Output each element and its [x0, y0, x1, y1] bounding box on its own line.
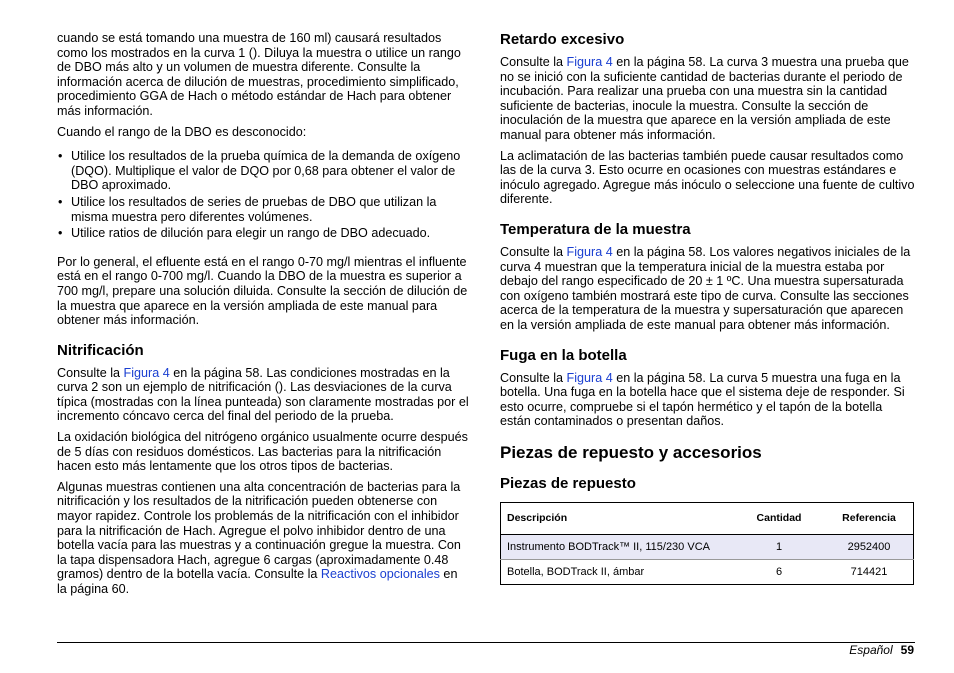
footer-divider — [57, 642, 915, 643]
list-item: • Utilice ratios de dilución para elegir un rango de DBO adecuado. — [57, 226, 469, 241]
right-column — [500, 31, 915, 585]
text: en la página 58. Las condiciones mostradas en la curva 2 son un ejemplo de nitrificación (). Las desviaciones de la curva típica (mostradas con la línea punteada) son claramente mostradas por el incremento cóncavo cerca del final del periodo de la prueba. — [57, 365, 469, 424]
parts-table — [500, 502, 914, 585]
bullet-list — [57, 149, 469, 241]
paragraph — [57, 480, 469, 597]
table-cell: 6 — [775, 565, 783, 578]
text: Consulte la — [57, 365, 124, 380]
table-cell: Botella, BODTrack II, ámbar — [507, 565, 645, 578]
subsection-heading-piezas: Piezas de repuesto — [500, 474, 636, 492]
list-item: • Utilice los resultados de series de pruebas de DBO que utilizan la misma muestra pero diferentes volúmenes. — [57, 195, 469, 224]
paragraph: La aclimatación de las bacterias también puede causar resultados como las de la curva 3. Esto ocurre en ocasiones con muestras estándares e inóculo agregado. Agregue más inóculo o seleccione una fuente de cultivo diferente. — [500, 148, 915, 207]
page-footer — [849, 643, 914, 657]
text: en la página 58. La curva 5 muestra una fuga en la botella. Una fuga en la botella hace que el sistema deje de responder. Si esto ocurre, compruebe si el tapón hermético y el tapón de la botella están contaminados o presentan daños. — [500, 370, 905, 429]
paragraph: Por lo general, el efluente está en el rango 0-70 mg/l mientras el influente está en el rango 0-700 mg/l. Cuando la DBO de la muestra es superior a 700 mg/l, prepare una solución diluida. Consulte la sección de dilución de la muestra que aparece en la versión ampliada de este manual para obtener más información. — [57, 254, 468, 328]
paragraph — [500, 55, 915, 143]
left-column — [57, 31, 469, 603]
table-cell: 714421 — [850, 565, 888, 578]
table-header-row — [501, 502, 914, 534]
table-row — [501, 559, 914, 584]
paragraph: Cuando el rango de la DBO es desconocido: — [57, 124, 307, 139]
table-header: Descripción — [507, 512, 568, 525]
section-heading-retardo: Retardo excesivo — [500, 31, 625, 48]
reactivos-link[interactable]: Reactivos opcionales — [320, 567, 440, 582]
text: en la página 60. — [57, 567, 458, 596]
table-cell: 2952400 — [825, 534, 914, 559]
text: en la página 58. La curva 3 muestra una prueba que no se inició con la suficiente cantidad de bacterias durante el periodo de incubación. Para realizar una prueba con una muestra sin la cantidad suficiente de bacterias, inocule la muestra. Consulte la sección de inoculación de la muestra que aparece en la versión ampliada de este manual para obtener más información. — [500, 55, 909, 142]
text: Consulte la — [500, 55, 567, 69]
section-heading-fuga: Fuga en la botella — [500, 346, 627, 364]
paragraph — [500, 245, 915, 333]
table-cell: Instrumento BODTrack™ II, 115/230 VCA — [501, 534, 734, 559]
text: Consulte la — [500, 244, 567, 259]
table-header: Referencia — [842, 512, 896, 525]
section-heading-temperatura: Temperatura de la muestra — [500, 220, 691, 238]
page-number: 59 — [900, 643, 914, 657]
paragraph — [57, 366, 469, 424]
table-header: Cantidad — [756, 512, 802, 525]
text: en la página 58. Los valores negativos iniciales de la curva 4 muestran que la temperatura inicial de la muestra estaba por debajo del rango especificado de 20 ± 1 ºC. Una muestra supersaturada con oxígeno también mostrará este tipo de curva. Consulte las secciones acerca de la temperatura de la muestra y supersaturación que aparecen en la versión ampliada de este manual para obtener más información. — [500, 244, 911, 332]
footer-language: Español — [849, 643, 893, 657]
list-item: • Utilice los resultados de la prueba química de la demanda de oxígeno (DQO). Multiplique el valor de DQO por 0,68 para obtener el valor de DBO aproximado. — [57, 149, 469, 193]
section-heading-nitrificacion: Nitrificación — [57, 341, 144, 359]
figure-link[interactable]: Figura 4 — [123, 365, 170, 380]
table-cell: 1 — [733, 534, 825, 559]
section-heading-piezas: Piezas de repuesto y accesorios — [500, 442, 762, 462]
paragraph — [500, 371, 915, 429]
figure-link[interactable]: Figura 4 — [566, 55, 613, 69]
figure-link[interactable]: Figura 4 — [566, 244, 613, 259]
text: Consulte la — [500, 370, 567, 385]
text: Algunas muestras contienen una alta concentración de bacterias para la nitrificación y los resultados de la nitrificación pueden obtenerse con mayor rapidez. Controle los problemás de la nitrificación con el inhibidor para la nitrificación de Hach. Agregue el polvo inhibidor dentro de una botella vacía para las muestras y a continuación gregue la muestra. Con la tapa dispensadora Hach, agregue 6 cargas (aproximadamente 0.48 gramos) dentro de la botella vacía. Consulte la — [57, 479, 461, 582]
table-row — [501, 534, 914, 559]
paragraph: La oxidación biológica del nitrógeno orgánico usualmente ocurre después de 5 días con residuos domésticos. Las bacterias para la nitrificación hacen esto más lentamente que los otros tipos de bacterias. — [57, 430, 468, 474]
paragraph: cuando se está tomando una muestra de 160 ml) causará resultados como los mostrados en la curva 1 (). Diluya la muestra o utilice un rango de DBO más alto y un volumen de muestra diferente. Consulte la información acerca de dilución de muestras, procedimiento simplificado, procedimiento GGA de Hach o método estándar de Hach para obtener más información. — [57, 31, 461, 118]
figure-link[interactable]: Figura 4 — [566, 370, 613, 385]
